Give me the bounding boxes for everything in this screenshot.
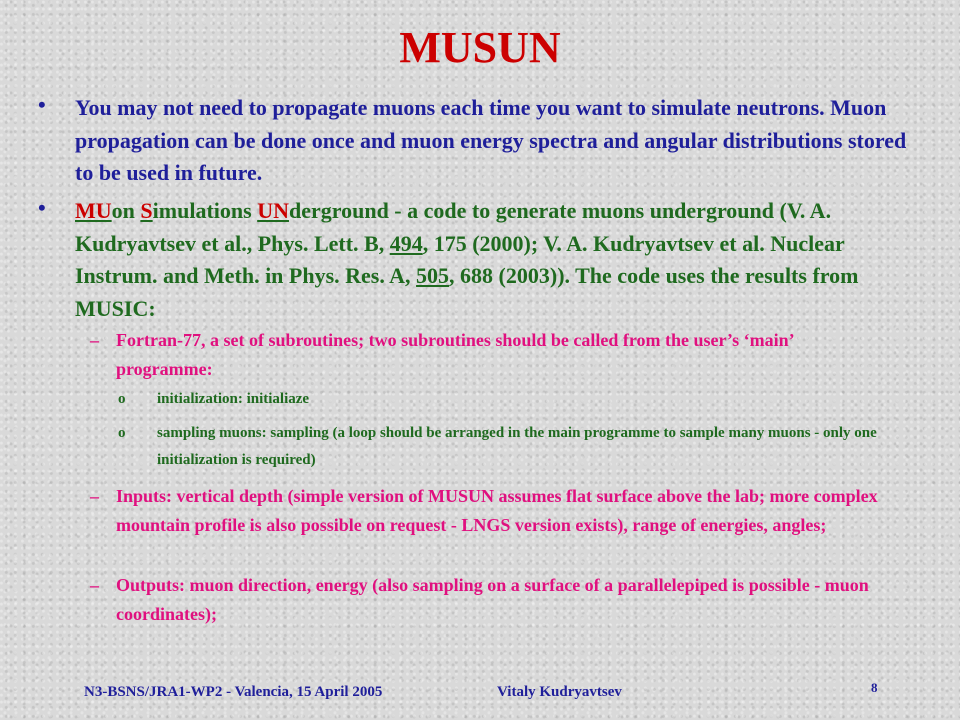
acronym-highlight: S (140, 198, 153, 223)
bullet-text: You may not need to propagate muons each time you want to simulate neutrons. Muon propagation can be done once and muon energy spectra and angular distributions stored to be used in future. (75, 95, 907, 185)
dash-icon: – (90, 575, 99, 595)
text-span: , 175 (2000); V. A. Kudryavtsev et al. Nuclear Instrum. and Meth. in Phys. Res. A, (75, 230, 845, 288)
bullet-icon: • (38, 195, 46, 220)
text-span: on (111, 198, 141, 223)
text-span: imulations (152, 198, 258, 223)
bullet-item (38, 195, 928, 325)
sub-sub-bullet-item (118, 386, 898, 413)
footer-author: Vitaly Kudryavtsev (497, 684, 622, 700)
text-span: , 688 (2003)). The code uses the results from MUSIC: (75, 263, 859, 321)
bullet-text (75, 195, 928, 325)
circle-bullet-icon: o (118, 425, 126, 441)
sub-bullet-text: Inputs: vertical depth (simple version of MUSUN assumes flat surface above the lab; more complex mountain profile is also possible on request - LNGS version exists), range of energies, angles; (116, 486, 878, 535)
dash-icon: – (90, 486, 99, 506)
sub-sub-bullet-text: sampling muons: sampling (a loop should be arranged in the main programme to sample many muons - only one initialization is required) (157, 425, 877, 468)
page-number: 8 (871, 680, 878, 695)
bullet-icon: • (38, 92, 46, 117)
sub-bullet-item (90, 571, 890, 628)
slide-title: MUSUN (399, 23, 561, 72)
acronym-highlight: UN (257, 198, 289, 223)
sub-bullet-text: Fortran-77, a set of subroutines; two subroutines should be called from the user’s ‘main’ programme: (116, 330, 794, 379)
bullet-item (38, 92, 928, 190)
dash-icon: – (90, 330, 99, 350)
volume-number: 494 (389, 230, 423, 256)
footer-event: N3-BSNS/JRA1-WP2 - Valencia, 15 April 2005 (84, 684, 383, 700)
sub-sub-bullet-text: initialization: initialiaze (157, 391, 310, 407)
text-span: derground - a code to generate muons underground (V. A. Kudryavtsev et al., Phys. Lett. B, (75, 198, 832, 256)
volume-number: 505 (416, 263, 450, 288)
circle-bullet-icon: o (118, 391, 126, 407)
sub-bullet-item (90, 326, 890, 383)
sub-bullet-item (90, 482, 890, 539)
acronym-highlight: MU (75, 198, 112, 223)
sub-bullet-text: Outputs: muon direction, energy (also sampling on a surface of a parallelepiped is possible - muon coordinates); (116, 575, 869, 624)
sub-sub-bullet-item (118, 420, 898, 473)
